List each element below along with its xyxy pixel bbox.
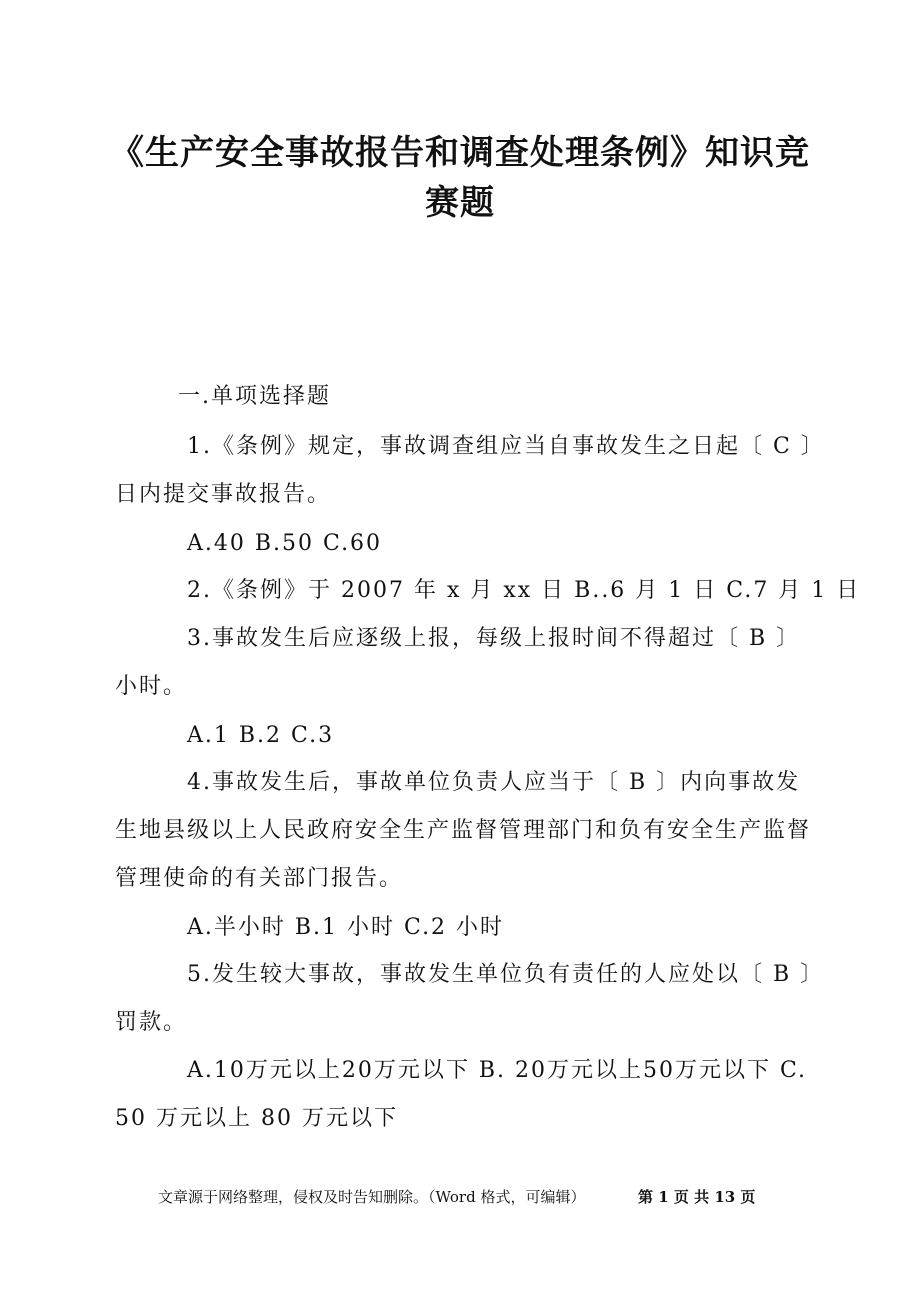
question-5: 5.发生较大事故，事故发生单位负有责任的人应处以〔 B 〕罚款。 — [115, 962, 814, 1035]
options-4: A.半小时 B.1 小时 C.2 小时 — [187, 915, 505, 940]
question-1: 1.《条例》规定，事故调查组应当自事故发生之日起〔 C 〕日内提交事故报告。 — [115, 434, 814, 507]
section-heading: 一.单项选择题 — [178, 384, 331, 409]
footer-note: 文章源于网络整理，侵权及时告知删除。（Word 格式，可编辑） — [158, 1188, 586, 1206]
document-title: 《生产安全事故报告和调查处理条例》知识竞赛题 — [110, 133, 810, 223]
question-2: 2.《条例》于 2007 年 x 月 xx 日 B..6 月 1 日 C.7 月 1 日 — [187, 578, 861, 603]
options-1: A.40 B.50 C.60 — [187, 531, 383, 556]
question-4: 4.事故发生后，事故单位负责人应当于〔 B 〕内向事故发生地县级以上人民政府安全生产监督管理部门和负有安全生产监督管理使命的有关部门报告。 — [115, 770, 812, 891]
question-3: 3.事故发生后应逐级上报，每级上报时间不得超过〔 B 〕小时。 — [115, 626, 801, 699]
options-5: A.10万元以上20万元以下 B. 20万元以上50万元以下 C. 50 万元以上 80 万元以下 — [115, 1058, 808, 1131]
page-number: 第 1 页 共 13 页 — [638, 1188, 756, 1206]
options-3: A.1 B.2 C.3 — [187, 723, 335, 748]
